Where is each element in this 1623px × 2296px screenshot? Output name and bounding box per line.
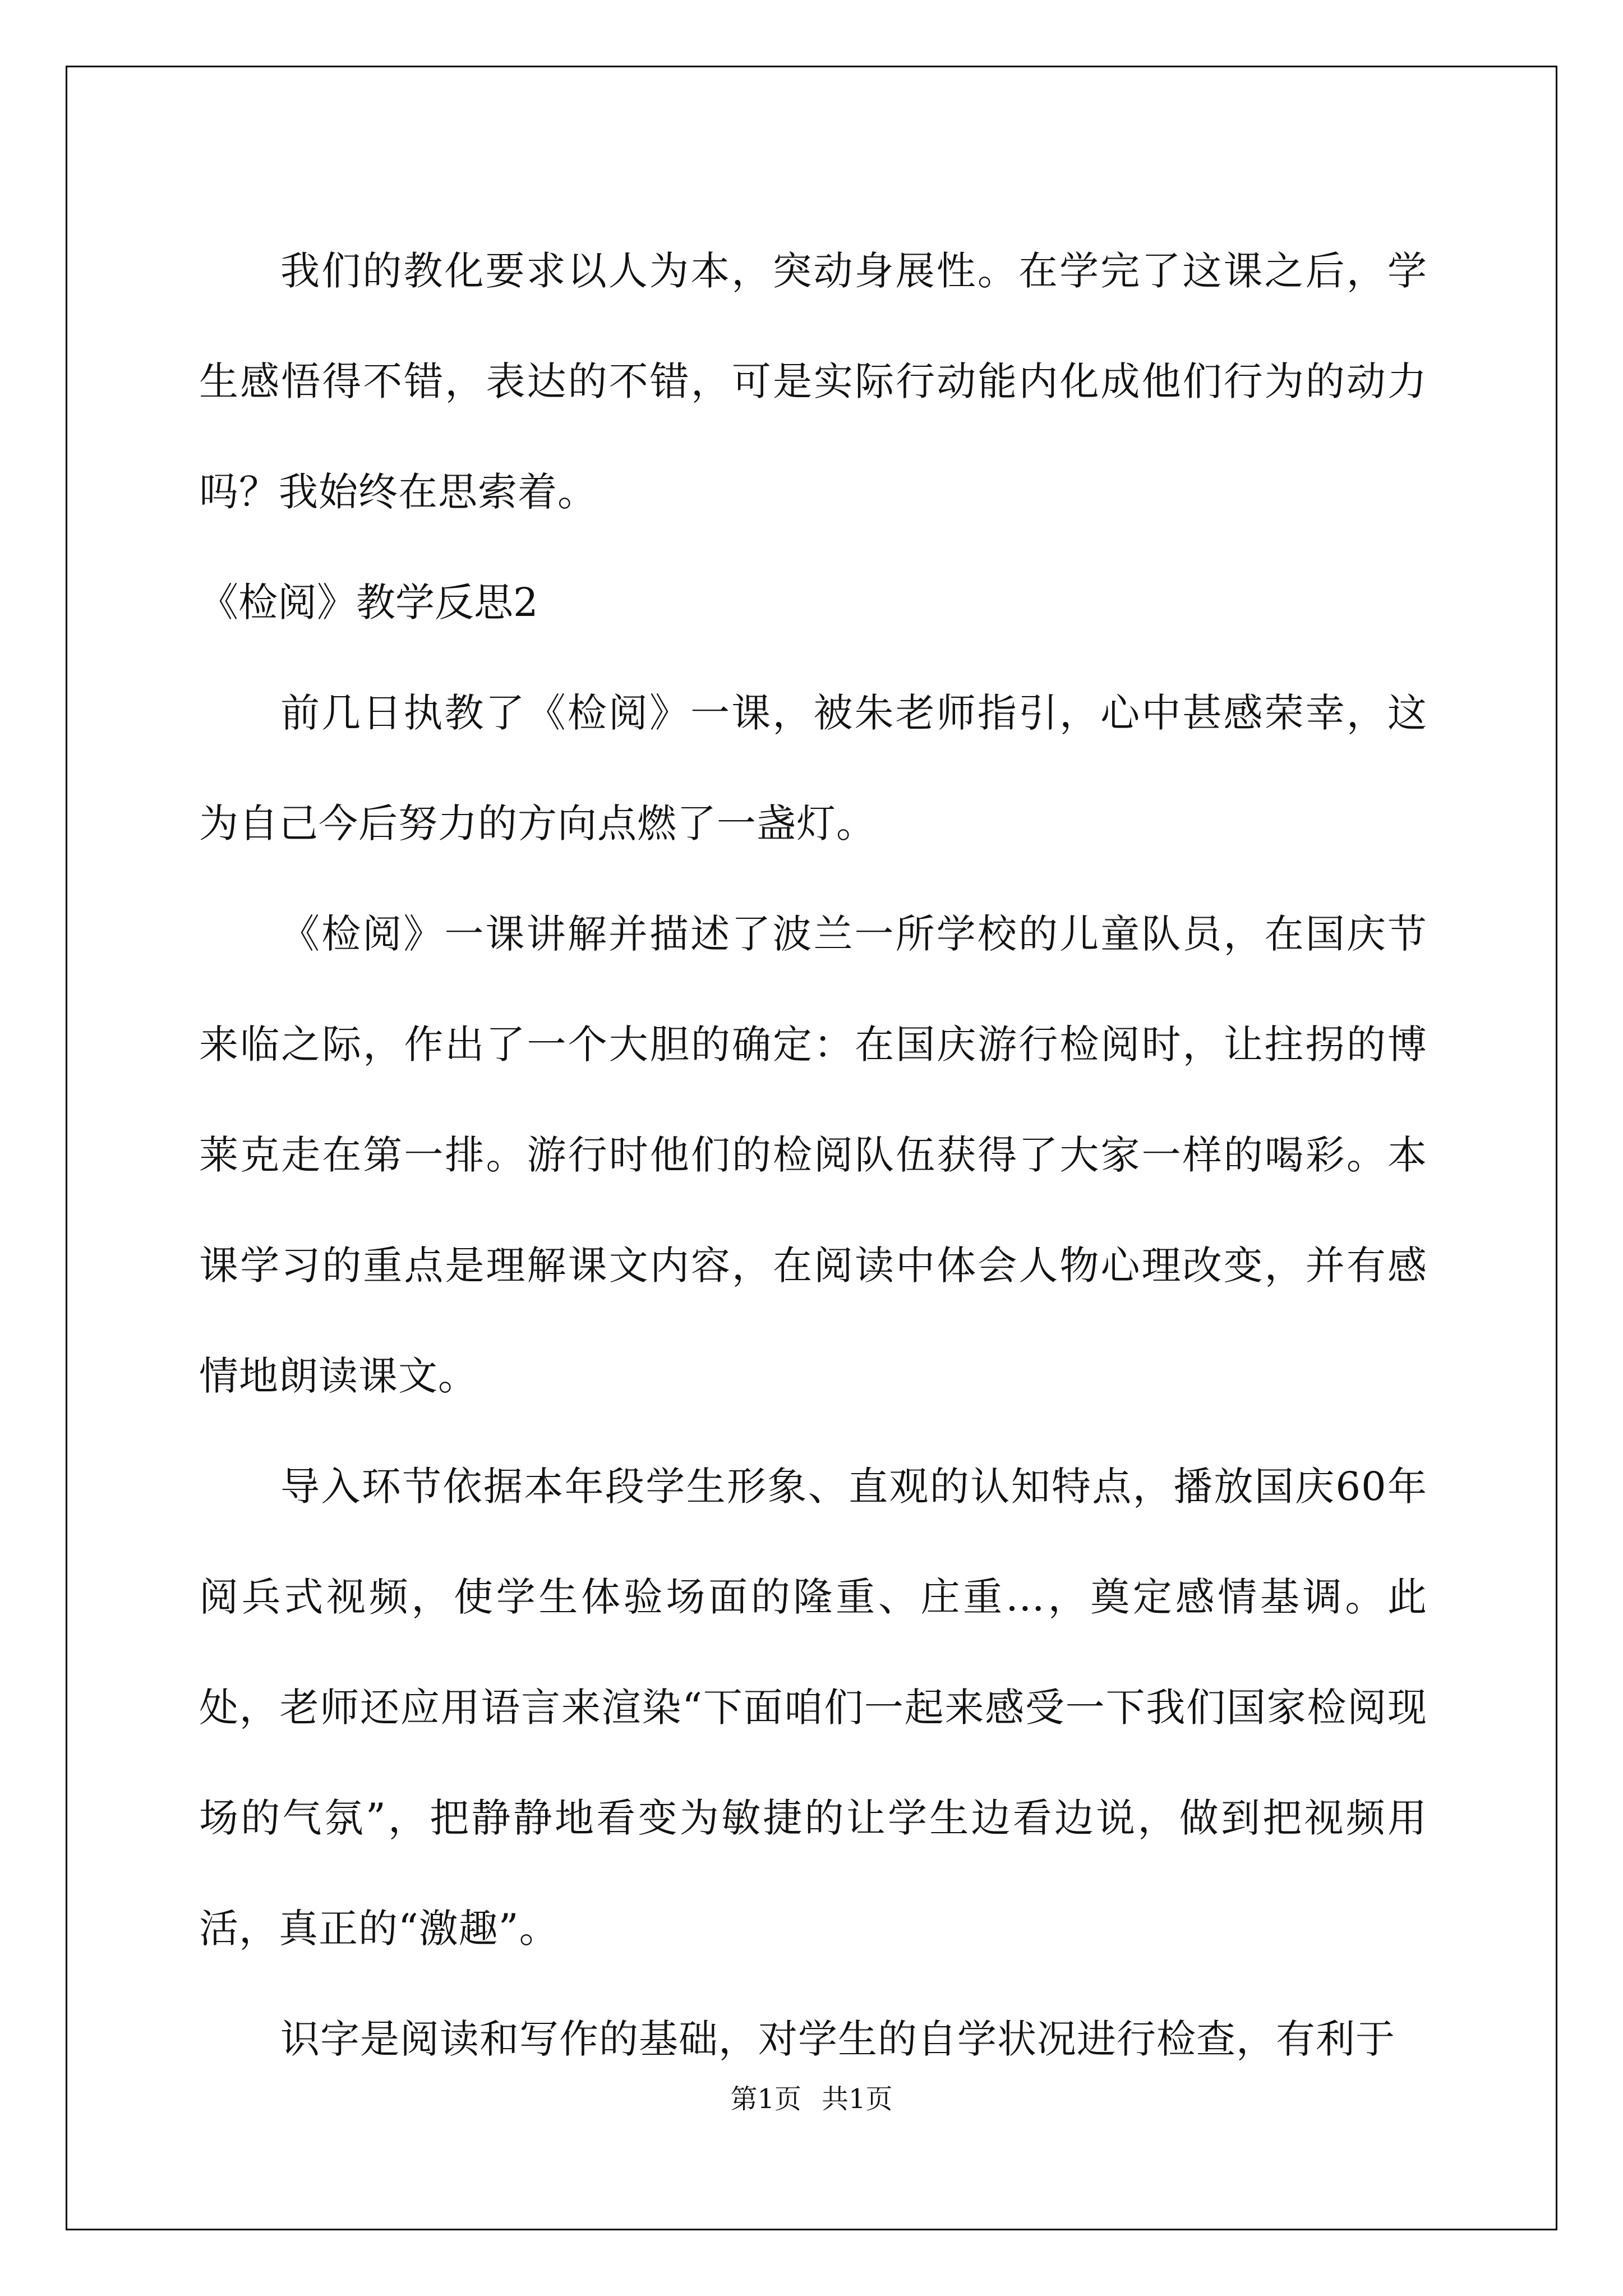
paragraph-1: 前几日执教了《检阅》一课，被朱老师指引，心中甚感荣幸，这为自己今后努力的方向点燃了一盏灯。 (199, 690, 1427, 846)
page-total: 共1页 (822, 2083, 893, 2115)
page-number: 第1页 (730, 2083, 801, 2115)
paragraph-2: 《检阅》一课讲解并描述了波兰一所学校的儿童队员，在国庆节来临之际，作出了一个大胆的确定：在国庆游行检阅时，让拄拐的博莱克走在第一排。游行时他们的检阅队伍获得了大家一样的喝彩。本课学习的重点是理解课文内容，在阅读中体会人物心理改变，并有感情地朗读课文。 (199, 911, 1427, 1399)
document-body (199, 216, 1427, 2095)
page-footer (0, 2082, 1623, 2116)
section-heading: 《检阅》教学反思2 (199, 579, 538, 625)
paragraph-4: 识字是阅读和写作的基础，对学生的自学状况进行检查，有利于 (280, 2016, 1395, 2062)
paragraph-intro: 我们的教化要求以人为本，突动身展性。在学完了这课之后，学生感悟得不错，表达的不错，可是实际行动能内化成他们行为的动力吗？我始终在思索着。 (199, 248, 1427, 515)
paragraph-3: 导入环节依据本年段学生形象、直观的认知特点，播放国庆60年阅兵式视频，使学生体验场面的隆重、庄重…，奠定感情基调。此处，老师还应用语言来渲染“下面咱们一起来感受一下我们国家检阅现场的气氛”，把静静地看变为敏捷的让学生边看边说，做到把视频用活，真正的“激趣”。 (199, 1464, 1427, 1952)
